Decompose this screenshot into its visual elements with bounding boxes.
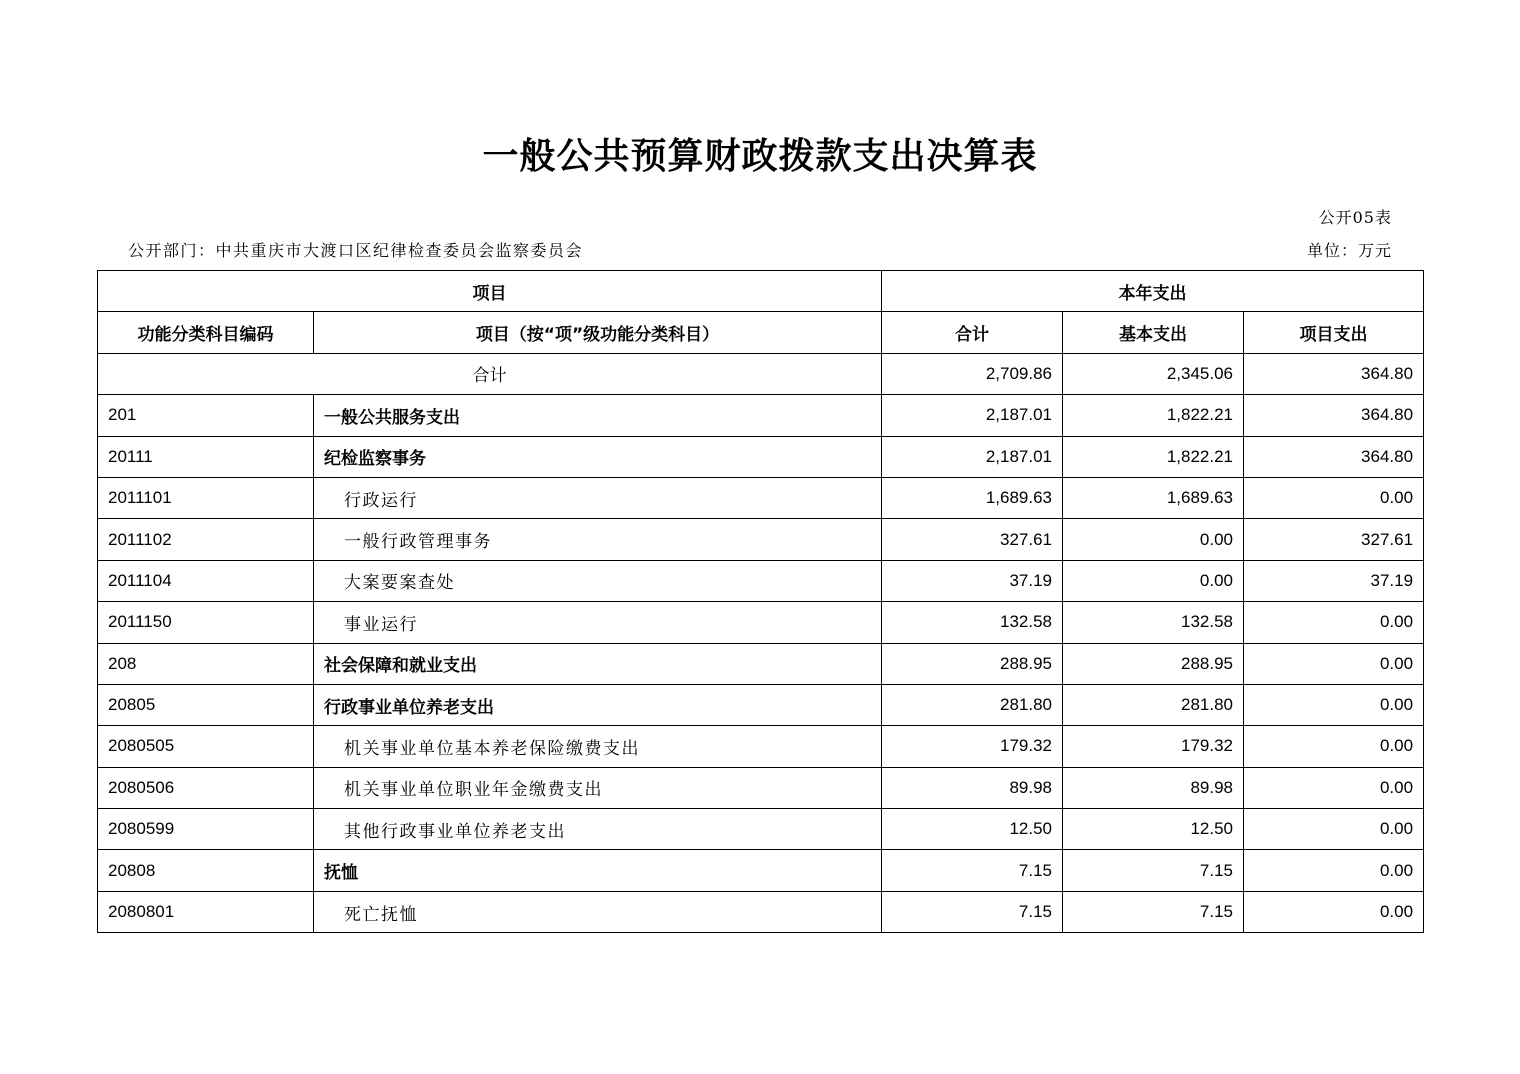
project-cell: 0.00 bbox=[1244, 602, 1424, 643]
project-cell: 364.80 bbox=[1244, 436, 1424, 477]
code-cell: 2011101 bbox=[98, 477, 314, 518]
name-cell: 一般行政管理事务 bbox=[314, 519, 882, 560]
project-cell: 0.00 bbox=[1244, 643, 1424, 684]
unit-label: 单位：万元 bbox=[1306, 241, 1392, 260]
basic-cell: 132.58 bbox=[1063, 602, 1244, 643]
name-cell: 事业运行 bbox=[314, 602, 882, 643]
code-cell: 2011104 bbox=[98, 560, 314, 601]
project-cell: 0.00 bbox=[1244, 477, 1424, 518]
page-title: 一般公共预算财政拨款支出决算表 bbox=[482, 136, 1038, 177]
header-total: 合计 bbox=[882, 312, 1063, 353]
name-cell: 行政运行 bbox=[314, 477, 882, 518]
basic-cell: 2,345.06 bbox=[1063, 353, 1244, 394]
project-cell: 37.19 bbox=[1244, 560, 1424, 601]
basic-cell: 7.15 bbox=[1063, 891, 1244, 932]
name-cell: 死亡抚恤 bbox=[314, 891, 882, 932]
code-cell: 20805 bbox=[98, 684, 314, 725]
table-row bbox=[98, 560, 1424, 601]
basic-cell: 7.15 bbox=[1063, 850, 1244, 891]
name-cell: 纪检监察事务 bbox=[314, 436, 882, 477]
project-cell: 364.80 bbox=[1244, 395, 1424, 436]
name-cell: 抚恤 bbox=[314, 850, 882, 891]
total-cell: 2,187.01 bbox=[882, 395, 1063, 436]
name-cell: 机关事业单位基本养老保险缴费支出 bbox=[314, 726, 882, 767]
project-cell: 327.61 bbox=[1244, 519, 1424, 560]
total-cell: 2,187.01 bbox=[882, 436, 1063, 477]
basic-cell: 0.00 bbox=[1063, 519, 1244, 560]
table-row bbox=[98, 643, 1424, 684]
code-cell: 20808 bbox=[98, 850, 314, 891]
header-this-year: 本年支出 bbox=[882, 271, 1424, 312]
code-cell: 2080801 bbox=[98, 891, 314, 932]
table-row bbox=[98, 726, 1424, 767]
name-cell: 社会保障和就业支出 bbox=[314, 643, 882, 684]
basic-cell: 12.50 bbox=[1063, 809, 1244, 850]
table-row bbox=[98, 767, 1424, 808]
table-row bbox=[98, 436, 1424, 477]
table-row bbox=[98, 891, 1424, 932]
name-cell: 大案要案查处 bbox=[314, 560, 882, 601]
code-cell: 2080505 bbox=[98, 726, 314, 767]
total-cell: 12.50 bbox=[882, 809, 1063, 850]
code-cell: 208 bbox=[98, 643, 314, 684]
table-row bbox=[98, 519, 1424, 560]
header-row-2 bbox=[98, 312, 1424, 353]
form-number: 公开05表 bbox=[1318, 208, 1392, 227]
total-cell: 1,689.63 bbox=[882, 477, 1063, 518]
basic-cell: 89.98 bbox=[1063, 767, 1244, 808]
name-cell: 行政事业单位养老支出 bbox=[314, 684, 882, 725]
name-cell: 其他行政事业单位养老支出 bbox=[314, 809, 882, 850]
total-cell: 89.98 bbox=[882, 767, 1063, 808]
total-label: 合计 bbox=[98, 353, 882, 394]
basic-cell: 1,689.63 bbox=[1063, 477, 1244, 518]
expenditure-table bbox=[97, 270, 1424, 933]
table-row bbox=[98, 477, 1424, 518]
project-cell: 0.00 bbox=[1244, 809, 1424, 850]
code-cell: 2011150 bbox=[98, 602, 314, 643]
total-cell: 288.95 bbox=[882, 643, 1063, 684]
code-cell: 201 bbox=[98, 395, 314, 436]
department-label: 公开部门：中共重庆市大渡口区纪律检查委员会监察委员会 bbox=[128, 241, 584, 260]
code-cell: 2080506 bbox=[98, 767, 314, 808]
total-row bbox=[98, 353, 1424, 394]
code-cell: 2080599 bbox=[98, 809, 314, 850]
name-cell: 机关事业单位职业年金缴费支出 bbox=[314, 767, 882, 808]
total-cell: 132.58 bbox=[882, 602, 1063, 643]
project-cell: 0.00 bbox=[1244, 850, 1424, 891]
basic-cell: 288.95 bbox=[1063, 643, 1244, 684]
header-row-1 bbox=[98, 271, 1424, 312]
header-name: 项目（按“项”级功能分类科目） bbox=[314, 312, 882, 353]
table-row bbox=[98, 395, 1424, 436]
total-cell: 179.32 bbox=[882, 726, 1063, 767]
total-cell: 7.15 bbox=[882, 891, 1063, 932]
code-cell: 2011102 bbox=[98, 519, 314, 560]
project-cell: 0.00 bbox=[1244, 767, 1424, 808]
project-cell: 364.80 bbox=[1244, 353, 1424, 394]
header-code: 功能分类科目编码 bbox=[98, 312, 314, 353]
basic-cell: 179.32 bbox=[1063, 726, 1244, 767]
total-cell: 2,709.86 bbox=[882, 353, 1063, 394]
name-cell: 一般公共服务支出 bbox=[314, 395, 882, 436]
basic-cell: 1,822.21 bbox=[1063, 395, 1244, 436]
project-cell: 0.00 bbox=[1244, 726, 1424, 767]
total-cell: 327.61 bbox=[882, 519, 1063, 560]
basic-cell: 1,822.21 bbox=[1063, 436, 1244, 477]
table-row bbox=[98, 850, 1424, 891]
header-basic: 基本支出 bbox=[1063, 312, 1244, 353]
code-cell: 20111 bbox=[98, 436, 314, 477]
header-project-exp: 项目支出 bbox=[1244, 312, 1424, 353]
project-cell: 0.00 bbox=[1244, 684, 1424, 725]
project-cell: 0.00 bbox=[1244, 891, 1424, 932]
table-row bbox=[98, 684, 1424, 725]
table-row bbox=[98, 809, 1424, 850]
total-cell: 281.80 bbox=[882, 684, 1063, 725]
total-cell: 7.15 bbox=[882, 850, 1063, 891]
basic-cell: 281.80 bbox=[1063, 684, 1244, 725]
basic-cell: 0.00 bbox=[1063, 560, 1244, 601]
table-row bbox=[98, 602, 1424, 643]
header-project: 项目 bbox=[98, 271, 882, 312]
total-cell: 37.19 bbox=[882, 560, 1063, 601]
